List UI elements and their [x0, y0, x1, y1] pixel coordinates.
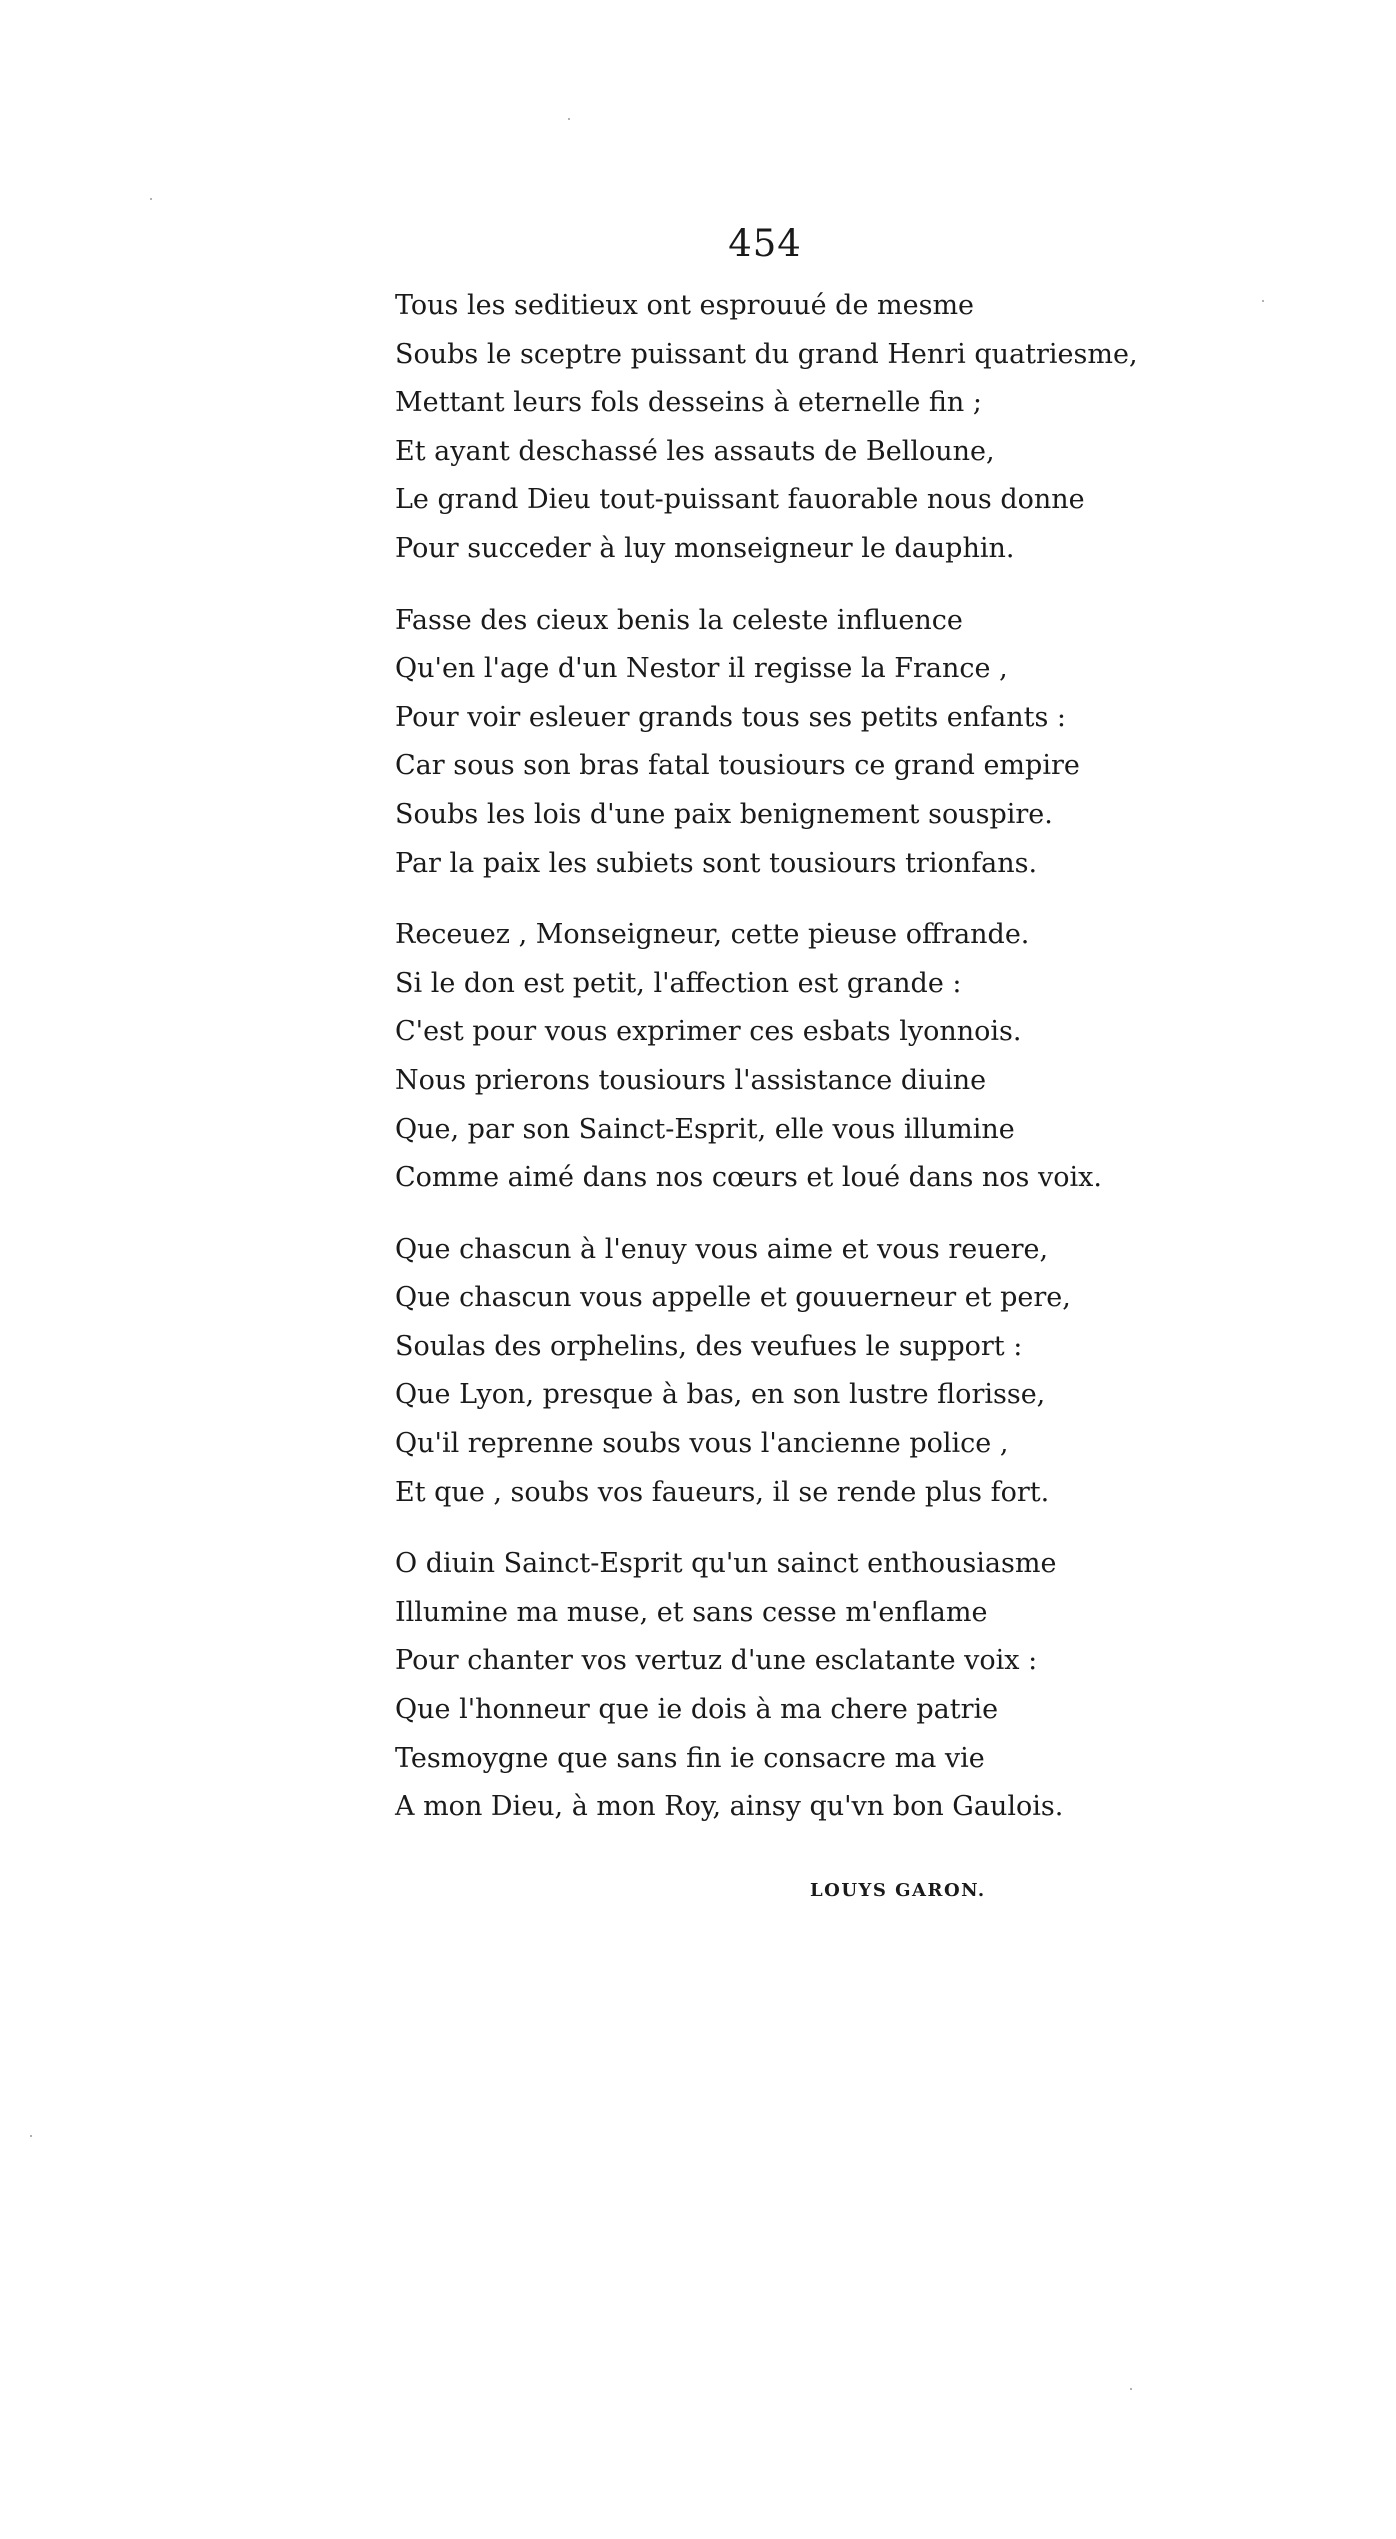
poem-line: Que chascun vous appelle et gouuerneur et pere, [395, 1282, 1071, 1314]
page-number: 454 [728, 222, 802, 265]
scan-speck [30, 2135, 32, 2137]
author-signature: LOUYS GARON. [810, 1880, 986, 1901]
poem-line: Soulas des orphelins, des veufues le support : [395, 1330, 1023, 1362]
poem-line: Par la paix les subiets sont tousiours trionfans. [395, 847, 1038, 879]
poem-line: Que Lyon, presque à bas, en son lustre florisse, [395, 1379, 1046, 1411]
poem-line: Tesmoygne que sans fin ie consacre ma vie [395, 1742, 985, 1774]
poem-line: O diuin Sainct-Esprit qu'un sainct enthousiasme [395, 1548, 1057, 1580]
poem-body [395, 282, 1275, 1855]
poem-line: Pour succeder à luy monseigneur le dauphin. [395, 532, 1015, 564]
poem-line: Que chascun à l'enuy vous aime et vous reuere, [395, 1233, 1049, 1265]
stanza [395, 1226, 1275, 1518]
poem-line: Et que , soubs vos faueurs, il se rende plus fort. [395, 1476, 1050, 1508]
stanza [395, 911, 1275, 1203]
scan-speck [1262, 300, 1264, 302]
scan-speck [568, 118, 570, 120]
poem-line: Fasse des cieux benis la celeste influence [395, 604, 963, 636]
poem-line: Si le don est petit, l'affection est grande : [395, 967, 962, 999]
poem-line: Pour voir esleuer grands tous ses petits enfants : [395, 701, 1067, 733]
stanza [395, 1540, 1275, 1832]
stanza [395, 282, 1275, 574]
poem-line: C'est pour vous exprimer ces esbats lyonnois. [395, 1016, 1022, 1048]
poem-line: Soubs les lois d'une paix benignement souspire. [395, 798, 1053, 830]
poem-line: Soubs le sceptre puissant du grand Henri quatriesme, [395, 338, 1138, 370]
scan-speck [1130, 2388, 1132, 2390]
poem-line: Tous les seditieux ont esprouué de mesme [395, 290, 975, 321]
poem-line: Que, par son Sainct-Esprit, elle vous illumine [395, 1113, 1015, 1145]
poem-line: Receuez , Monseigneur, cette pieuse offrande. [395, 919, 1030, 951]
poem-line: Le grand Dieu tout-puissant fauorable nous donne [395, 484, 1085, 516]
poem-line: Pour chanter vos vertuz d'une esclatante voix : [395, 1645, 1038, 1677]
poem-line: Qu'il reprenne soubs vous l'ancienne police , [395, 1428, 1009, 1460]
poem-line: Mettant leurs fols desseins à eternelle fin ; [395, 387, 982, 419]
poem-line: Nous prierons tousiours l'assistance diuine [395, 1064, 987, 1096]
poem-line: Car sous son bras fatal tousiours ce grand empire [395, 750, 1080, 782]
poem-line: Et ayant deschassé les assauts de Belloune, [395, 435, 995, 467]
poem-line: Illumine ma muse, et sans cesse m'enflame [395, 1596, 988, 1628]
poem-line: Qu'en l'age d'un Nestor il regisse la France , [395, 653, 1008, 685]
stanza [395, 597, 1275, 889]
scan-speck [150, 198, 152, 200]
poem-line: Que l'honneur que ie dois à ma chere patrie [395, 1694, 999, 1726]
poem-line: Comme aimé dans nos cœurs et loué dans nos voix. [395, 1162, 1102, 1194]
poem-line: A mon Dieu, à mon Roy, ainsy qu'vn bon Gaulois. [395, 1791, 1064, 1823]
